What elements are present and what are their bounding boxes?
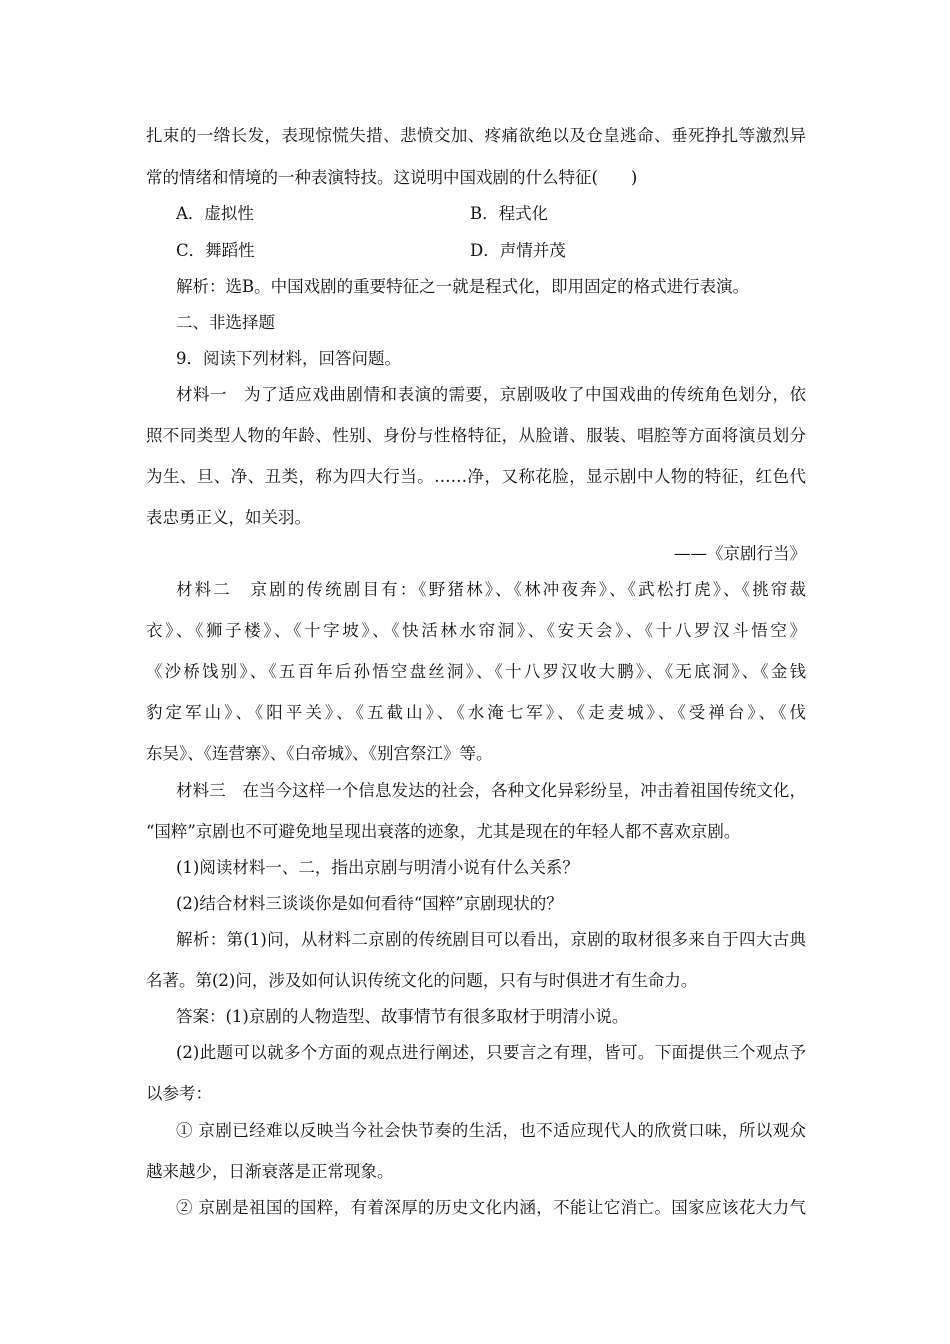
material1-line-1: 材料一 为了适应戏曲剧情和表演的需要，京剧吸收了中国戏曲的传统角色划分，依 [176, 385, 806, 404]
material1-line-3: 为生、旦、净、丑类，称为四大行当。……净，又称花脸，显示剧中人物的特征，红色代 [146, 467, 806, 486]
q9-analysis-line-2: 名著。第(2)问，涉及如何认识传统文化的问题，只有与时俱进才有生命力。 [146, 971, 698, 990]
material1-line-4: 表忠勇正义，如关羽。 [146, 508, 311, 527]
point1-line-2: 越来越少，日渐衰落是正常现象。 [146, 1162, 394, 1181]
material2-line-1: 材料二 京剧的传统剧目有：《野猪林》、《林冲夜奔》、《武松打虎》、《挑帘裁 [176, 580, 806, 599]
q8-option-d: D．声情并茂 [470, 241, 566, 260]
section-heading: 二、非选择题 [176, 313, 275, 332]
material3-line-2: “国粹”京剧也不可避免地呈现出衰落的迹象，尤其是现在的年轻人都不喜欢京剧。 [146, 822, 741, 841]
q9-stem: 9．阅读下列材料，回答问题。 [176, 349, 401, 368]
q8-option-b: B．程式化 [470, 204, 549, 223]
material2-line-2: 衣》、《狮子楼》、《十字坡》、《快活林水帘洞》、《安天会》、《十八罗汉斗悟空》 [146, 621, 806, 640]
point1-line-1: ① 京剧已经难以反映当今社会快节奏的生活，也不适应现代人的欣赏口味，所以观众 [176, 1121, 806, 1140]
q8-analysis: 解析：选B。中国戏剧的重要特征之一就是程式化，即用固定的格式进行表演。 [176, 277, 750, 296]
q8-option-a: A．虚拟性 [176, 204, 254, 223]
q9-subquestion-1: (1)阅读材料一、二，指出京剧与明清小说有什么关系？ [176, 858, 579, 877]
q9-answer-1: 答案：(1)京剧的人物造型、故事情节有很多取材于明清小说。 [176, 1007, 629, 1026]
q9-answer-2-line-2: 以参考： [146, 1084, 212, 1103]
q9-answer-2-line-1: (2)此题可以就多个方面的观点进行阐述，只要言之有理，皆可。下面提供三个观点予 [176, 1043, 806, 1062]
q8-option-c: C．舞蹈性 [176, 241, 255, 260]
q8-stem-line-2: 常的情绪和情境的一种表演特技。这说明中国戏剧的什么特征( ) [146, 168, 638, 187]
q8-stem-line-1: 扎束的一绺长发，表现惊慌失措、悲愤交加、疼痛欲绝以及仓皇逃命、垂死挣扎等激烈异 [146, 126, 806, 145]
point2-line-1: ② 京剧是祖国的国粹，有着深厚的历史文化内涵，不能让它消亡。国家应该花大力气 [176, 1198, 806, 1217]
material1-line-2: 照不同类型人物的年龄、性别、身份与性格特征，从脸谱、服装、唱腔等方面将演员划分 [146, 426, 806, 445]
material3-line-1: 材料三 在当今这样一个信息发达的社会，各种文化异彩纷呈，冲击着祖国传统文化， [176, 781, 806, 800]
material2-line-5: 东吴》、《连营寨》、《白帝城》、《别宫祭江》等。 [146, 744, 493, 763]
q9-subquestion-2: (2)结合材料三谈谈你是如何看待“国粹”京剧现状的？ [176, 894, 563, 913]
q9-analysis-line-1: 解析：第(1)问，从材料二京剧的传统剧目可以看出，京剧的取材很多来自于四大古典 [176, 930, 806, 949]
material1-source: ——《京剧行当》 [674, 544, 806, 563]
material2-line-4: 豹定军山》、《阳平关》、《五截山》、《水淹七军》、《走麦城》、《受禅台》、《伐 [146, 703, 806, 722]
material2-line-3: 《沙桥饯别》、《五百年后孙悟空盘丝洞》、《十八罗汉收大鹏》、《无底洞》、《金钱 [146, 662, 806, 681]
